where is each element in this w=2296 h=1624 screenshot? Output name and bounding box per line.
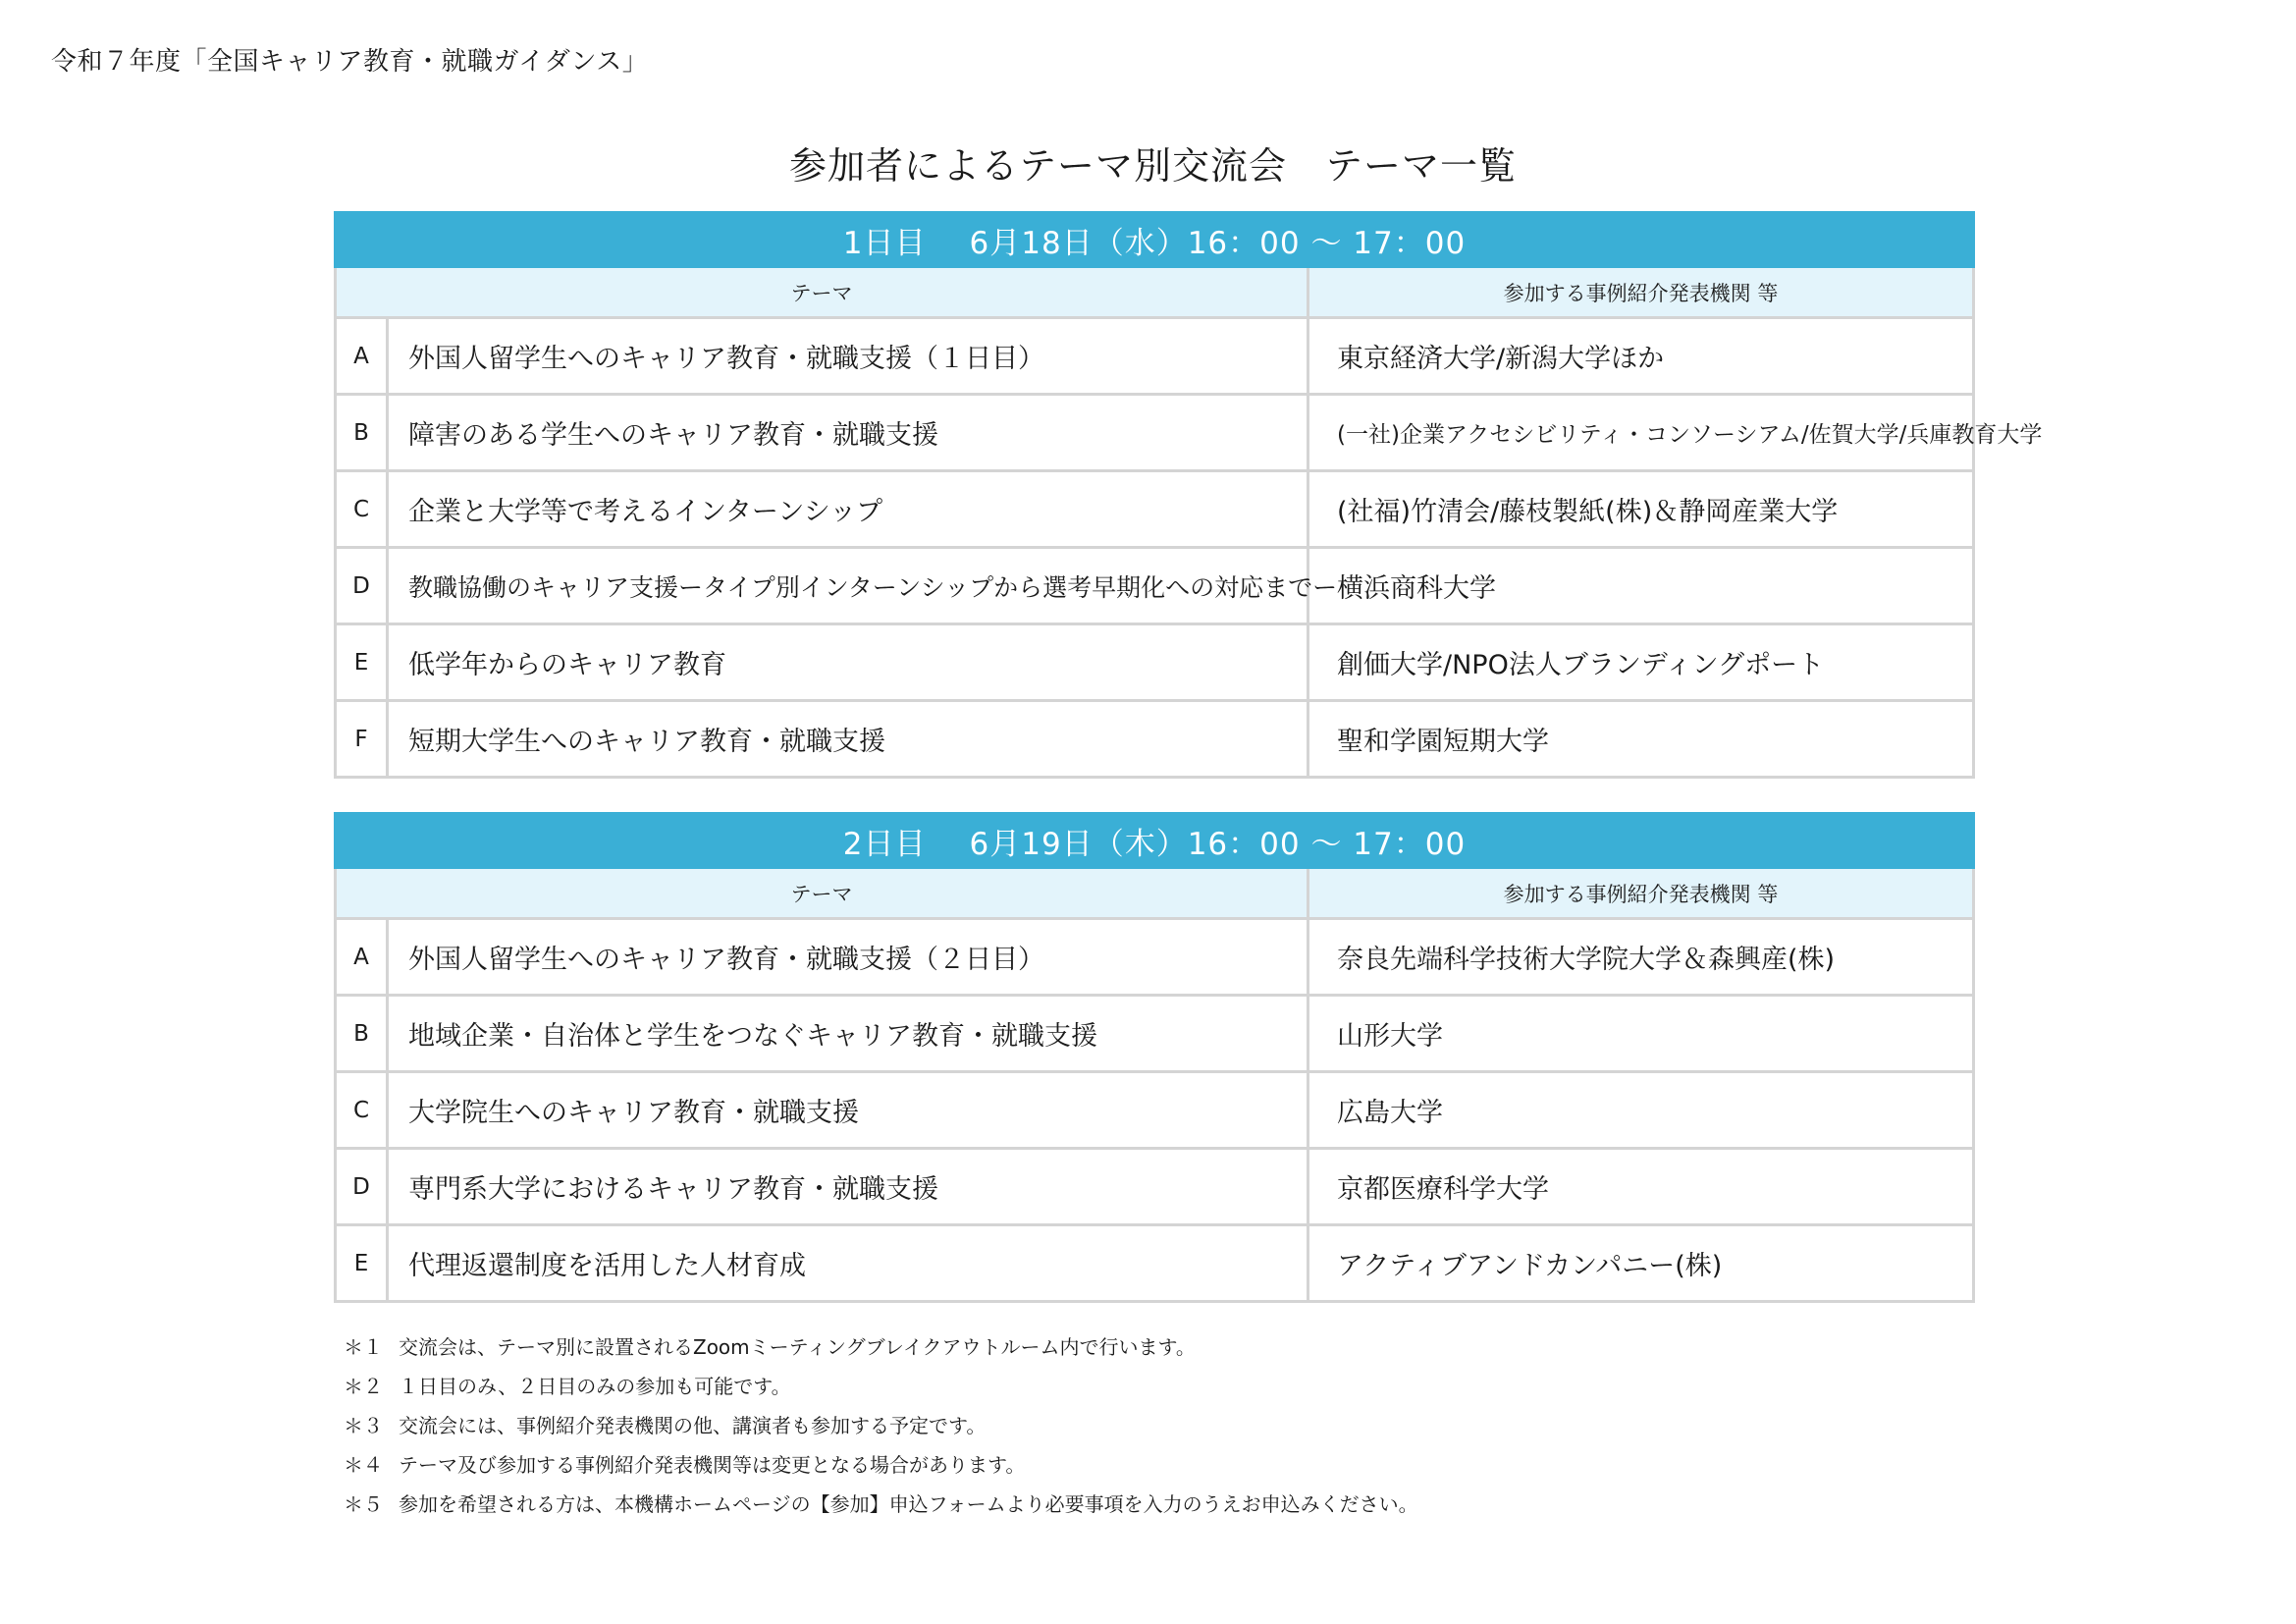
row-org: アクティブアンドカンパニー(株) xyxy=(1308,1225,1974,1302)
footnote-mark: ＊３ xyxy=(344,1414,383,1437)
footnote-text: 交流会は、テーマ別に設置されるZoomミーティングブレイクアウトルーム内で行います。 xyxy=(399,1335,1196,1359)
row-org: 京都医療科学大学 xyxy=(1308,1149,1974,1225)
footnote-text: テーマ及び参加する事例紹介発表機関等は変更となる場合があります。 xyxy=(399,1453,1026,1477)
day1-col-org: 参加する事例紹介発表機関 等 xyxy=(1308,267,1974,318)
event-title: 令和７年度「全国キャリア教育・就職ガイダンス」 xyxy=(51,47,649,77)
footnotes xyxy=(344,1327,1418,1524)
day1-datetime: 6月18日（水）16：00 ～ 17：00 xyxy=(969,225,1467,261)
footnote-text: 参加を希望される方は、本機構ホームページの【参加】申込フォームより必要事項を入力のうえお申込みください。 xyxy=(399,1492,1418,1516)
table-row xyxy=(336,919,1974,996)
row-letter: F xyxy=(336,701,388,778)
table-row xyxy=(336,1225,1974,1302)
table-row xyxy=(336,471,1974,548)
row-letter: D xyxy=(336,1149,388,1225)
table-row xyxy=(336,624,1974,701)
day1-col-theme: テーマ xyxy=(336,267,1308,318)
row-theme: 外国人留学生へのキャリア教育・就職支援（１日目） xyxy=(388,318,1308,395)
row-theme: 教職協働のキャリア支援ータイプ別インターンシップから選考早期化への対応までー xyxy=(388,548,1308,624)
row-theme: 短期大学生へのキャリア教育・就職支援 xyxy=(388,701,1308,778)
day2-label: 2日目 xyxy=(842,826,927,862)
table-row xyxy=(336,1072,1974,1149)
footnote-item xyxy=(344,1367,1418,1406)
table-row xyxy=(336,395,1974,471)
row-theme: 企業と大学等で考えるインターンシップ xyxy=(388,471,1308,548)
row-letter: C xyxy=(336,1072,388,1149)
day2-datetime: 6月19日（木）16：00 ～ 17：00 xyxy=(969,826,1467,862)
row-letter: A xyxy=(336,318,388,395)
footnote-text: 交流会には、事例紹介発表機関の他、講演者も参加する予定です。 xyxy=(399,1414,987,1437)
footnote-item xyxy=(344,1327,1418,1367)
row-letter: B xyxy=(336,395,388,471)
row-theme: 地域企業・自治体と学生をつなぐキャリア教育・就職支援 xyxy=(388,996,1308,1072)
footnote-item xyxy=(344,1406,1418,1445)
row-org: 山形大学 xyxy=(1308,996,1974,1072)
row-org: (社福)竹清会/藤枝製紙(株)＆静岡産業大学 xyxy=(1308,471,1974,548)
row-letter: D xyxy=(336,548,388,624)
day1-header xyxy=(336,213,1974,267)
day1-table xyxy=(334,211,2043,779)
table-row xyxy=(336,318,1974,395)
row-theme: 代理返還制度を活用した人材育成 xyxy=(388,1225,1308,1302)
row-letter: A xyxy=(336,919,388,996)
footnote-mark: ＊２ xyxy=(344,1375,383,1398)
table-row xyxy=(336,701,1974,778)
row-theme: 障害のある学生へのキャリア教育・就職支援 xyxy=(388,395,1308,471)
footnote-item xyxy=(344,1485,1418,1524)
footnote-text: １日目のみ、２日目のみの参加も可能です。 xyxy=(399,1375,791,1398)
row-letter: C xyxy=(336,471,388,548)
row-org: 奈良先端科学技術大学院大学＆森興産(株) xyxy=(1308,919,1974,996)
footnote-mark: ＊１ xyxy=(344,1335,383,1359)
day2-col-org: 参加する事例紹介発表機関 等 xyxy=(1308,868,1974,919)
day2-col-theme: テーマ xyxy=(336,868,1308,919)
row-org: 東京経済大学/新潟大学ほか xyxy=(1308,318,1974,395)
day1-label: 1日目 xyxy=(842,225,927,261)
page-title: 参加者によるテーマ別交流会 テーマ一覧 xyxy=(788,144,1517,188)
row-theme: 大学院生へのキャリア教育・就職支援 xyxy=(388,1072,1308,1149)
row-org: 横浜商科大学 xyxy=(1308,548,1974,624)
footnote-item xyxy=(344,1445,1418,1485)
day2-header xyxy=(336,814,1974,868)
row-theme: 低学年からのキャリア教育 xyxy=(388,624,1308,701)
table-row xyxy=(336,1149,1974,1225)
footnote-mark: ＊４ xyxy=(344,1453,383,1477)
row-letter: E xyxy=(336,1225,388,1302)
footnote-mark: ＊５ xyxy=(344,1492,383,1516)
table-row xyxy=(336,548,1974,624)
row-theme: 外国人留学生へのキャリア教育・就職支援（２日目） xyxy=(388,919,1308,996)
row-letter: E xyxy=(336,624,388,701)
row-org: 聖和学園短期大学 xyxy=(1308,701,1974,778)
row-theme: 専門系大学におけるキャリア教育・就職支援 xyxy=(388,1149,1308,1225)
row-org: 創価大学/NPO法人ブランディングポート xyxy=(1308,624,1974,701)
table-row xyxy=(336,996,1974,1072)
row-org: (一社)企業アクセシビリティ・コンソーシアム/佐賀大学/兵庫教育大学 xyxy=(1308,395,1974,471)
day2-table xyxy=(334,812,1975,1303)
row-letter: B xyxy=(336,996,388,1072)
row-org: 広島大学 xyxy=(1308,1072,1974,1149)
